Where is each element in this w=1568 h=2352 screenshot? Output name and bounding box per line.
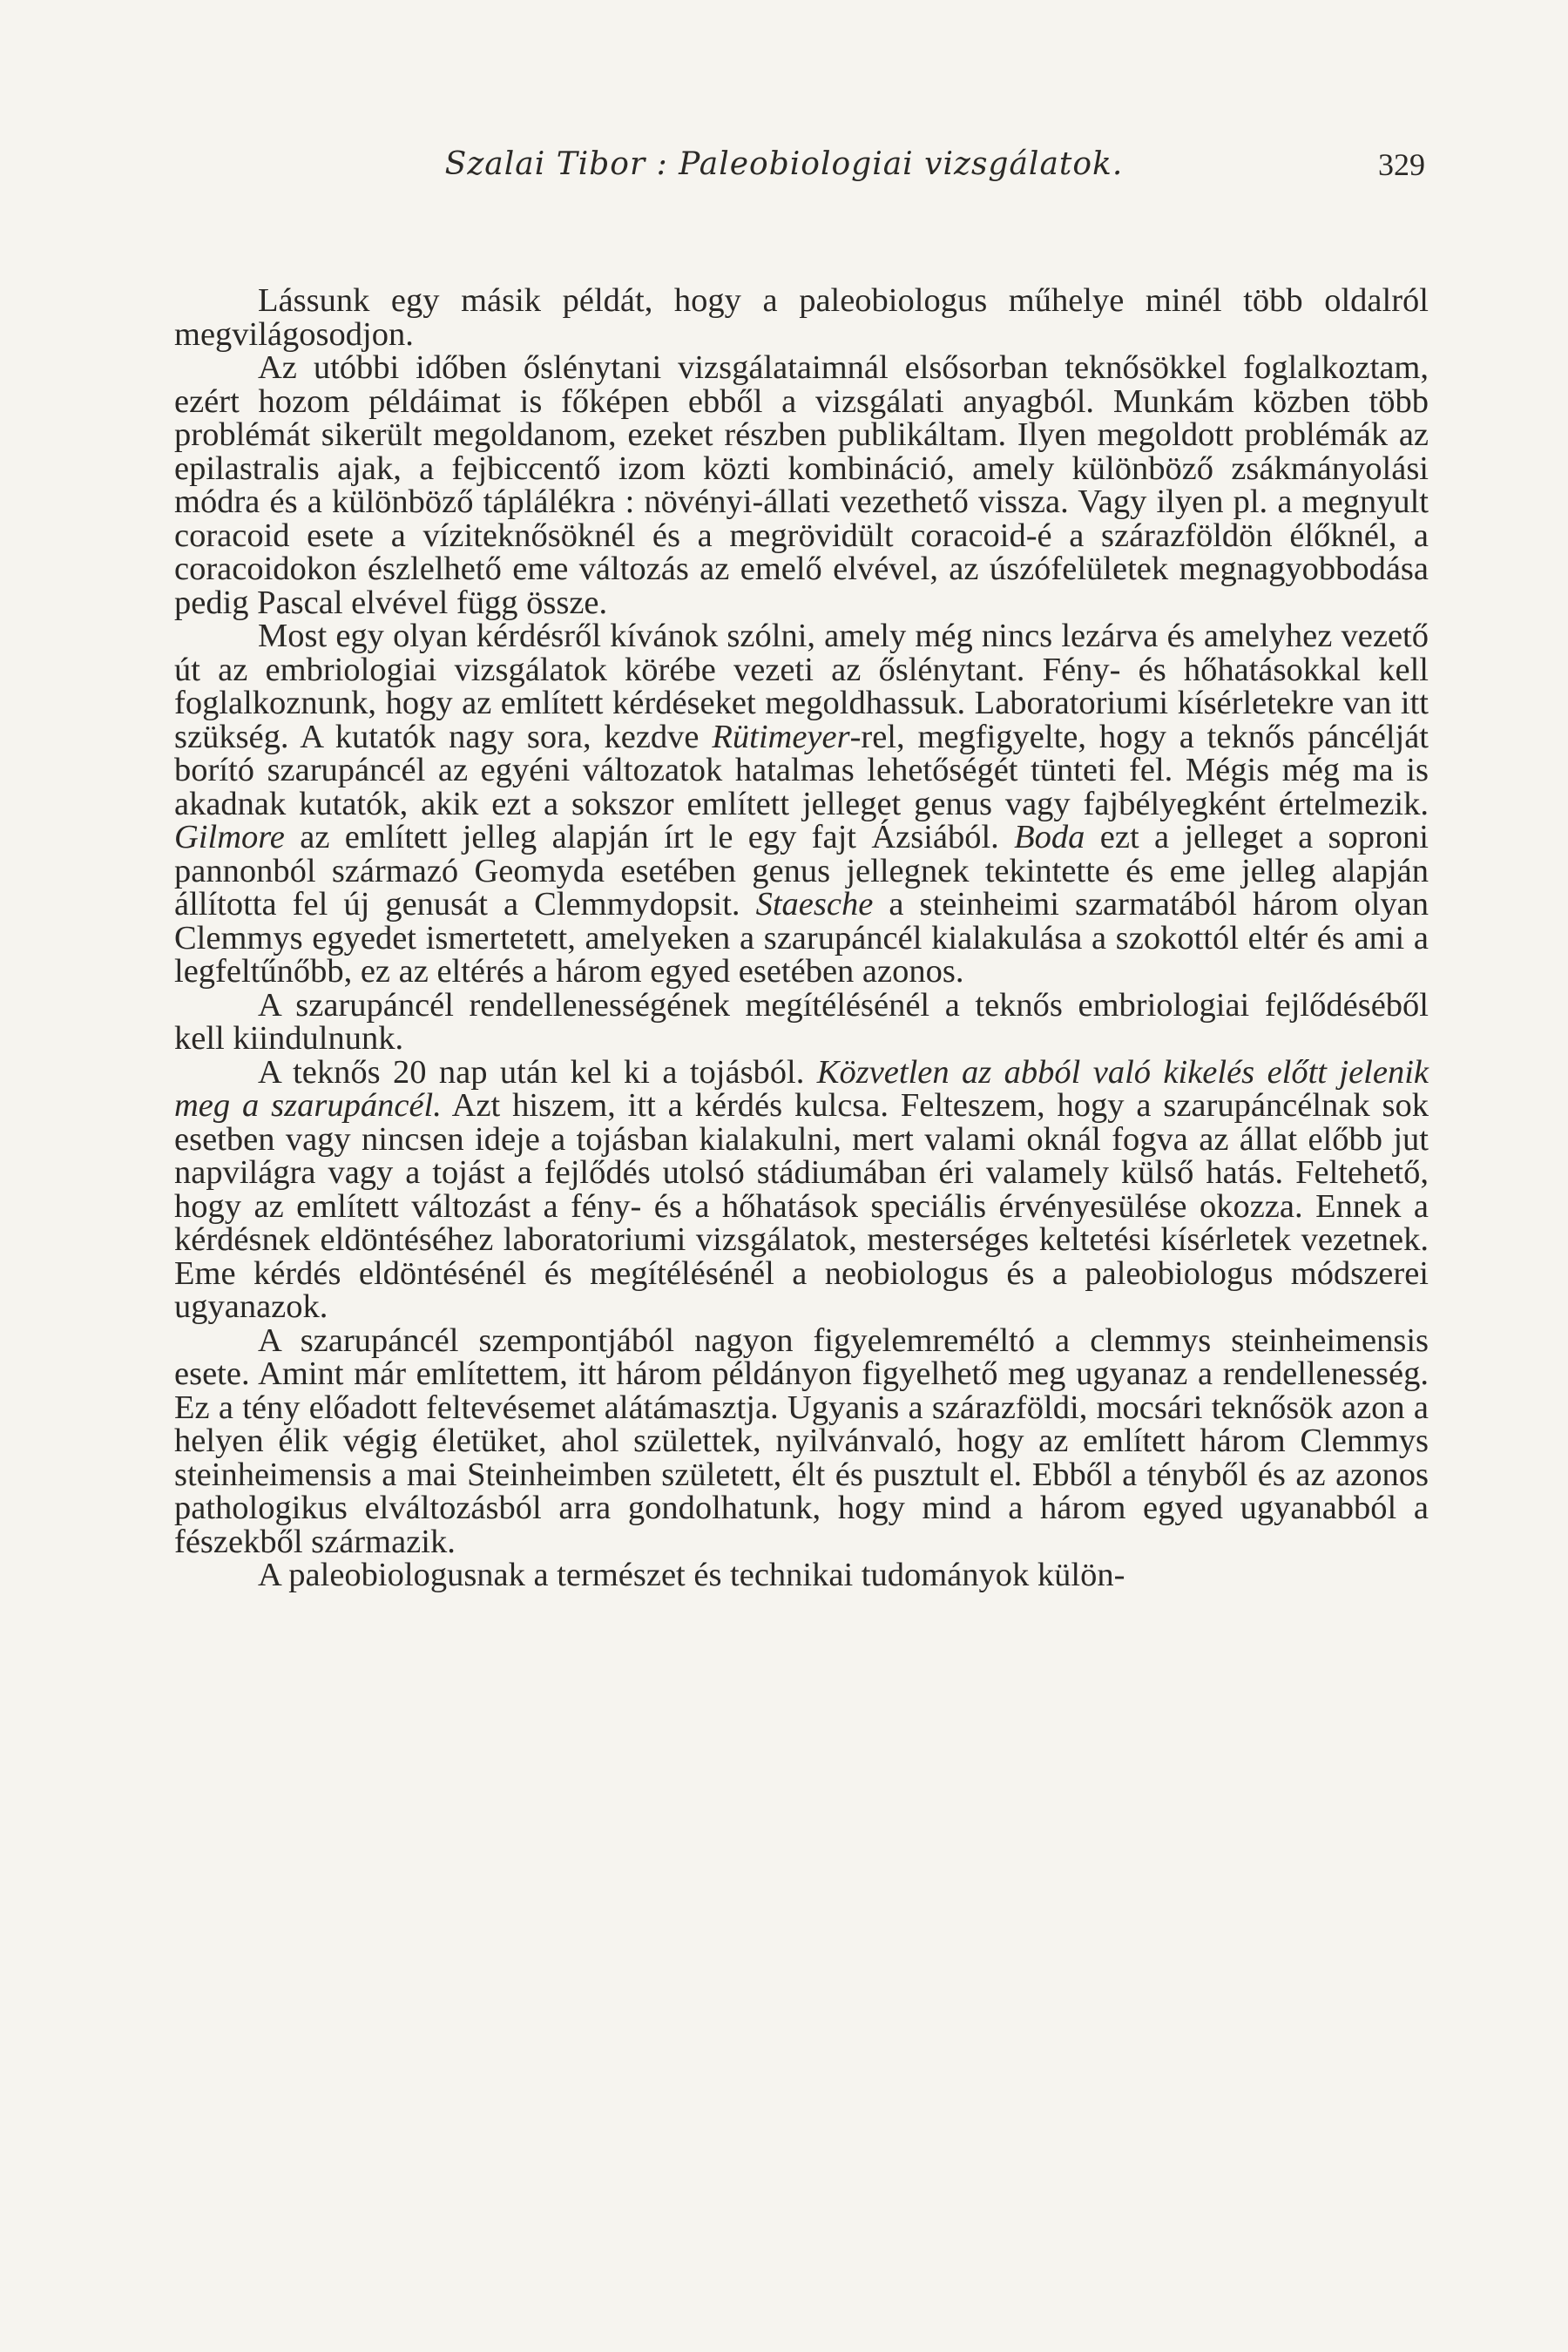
text-run: Az utóbbi időben őslénytani vizsgálataimnál elsősorban teknősökkel foglalkoztam, ezért hozom példáimat is főképen ebből a vizsgálati anyagból. Munkám közben több problémát sikerült megoldanom, ezeket részben publikáltam. Ilyen megoldott problémák az epilastralis ajak, a fejbiccentő izom közti kombináció, amely különböző zsákmányolási módra és a különböző táplálékra : növényi-állati vezethető vissza. Vagy ilyen pl. a megnyult coracoid esete a víziteknősöknél és a megrövidült coracoid-é a szárazföldön élőknél, a coracoidokon észlelhető eme változás az emelő elvével, az úszófelületek megnagyobbodása pedig Pascal elvével függ össze.: [174, 349, 1429, 621]
running-head: [0, 146, 1568, 199]
paragraph-1: [174, 284, 1429, 351]
text-run: -rel, megfigyelte, hogy a teknős páncélját borító szarupáncél az egyéni változatok hatalmas lehetőségét tünteti fel. Mégis még ma is akadnak kutatók, akik ezt a sokszor említett jelleget genus vagy fajbélyegként értelmezik.: [174, 718, 1429, 822]
paragraph-7: [174, 1558, 1429, 1592]
italic-author: Rütimeyer: [712, 718, 850, 755]
text-run: Azt hiszem, itt a kérdés kulcsa. Felteszem, hogy a szarupáncélnak sok esetben vagy nincsen ideje a tojásban kialakulni, mert valami oknál fogva az állat előbb jut napvilágra vagy a tojást a fejlődés utolsó stádiumában éri valamely külső hatás. Feltehető, hogy az említett változást a fény- és a hőhatások speciális érvényesülése okozza. Ennek a kérdésnek eldöntéséhez laboratoriumi vizsgálatok, mesterséges keltetési kísérletek vezetnek. Eme kérdés eldöntésénél és megítélésénél a neobiologus és a paleobiologus módszerei ugyanazok.: [174, 1087, 1429, 1325]
italic-author: Boda: [1014, 819, 1085, 855]
paragraph-3: [174, 619, 1429, 989]
paragraph-5: [174, 1053, 1429, 1325]
page-number: 329: [1378, 147, 1425, 182]
italic-author: Gilmore: [174, 819, 285, 855]
text-run: A szarupáncél rendellenességének megítélésénél a teknős embriologiai fejlődéséből kell kiindulnunk.: [174, 986, 1429, 1057]
paragraph-6: [174, 1321, 1429, 1560]
italic-emphasis: Közvetlen az abból való kikelés előtt jelenik meg a szarupáncél.: [174, 1053, 1429, 1124]
text-run: a steinheimi szarmatából három olyan Clemmys egyedet ismertetett, amelyeken a szarupáncél kialakulása a szokottól eltér és ami a legfeltűnőbb, ez az eltérés a három egyed esetében azonos.: [174, 886, 1429, 990]
text-run: A paleobiologusnak a természet és technikai tudományok külön-: [258, 1557, 1125, 1593]
text-run: A teknős 20 nap után kel ki a tojásból.: [258, 1053, 817, 1091]
text-run: A szarupáncél szempontjából nagyon figyelemreméltó a clemmys steinheimensis esete. Amint már említettem, itt három példányon figyelhető meg ugyanaz a rendellenesség. Ez a tény előadott feltevésemet alátámasztja. Ugyanis a szárazföldi, mocsári teknősök azon a helyen élik végig életüket, ahol születtek, nyilvánvaló, hogy az említett három Clemmys steinheimensis a mai Steinheimben született, élt és pusztult el. Ebből a tényből és az azonos pathologikus elváltozásból arra gondolhatunk, hogy mind a három egyed ugyanabból a fészekből származik.: [174, 1321, 1429, 1560]
running-title: Szalai Tibor : Paleobiologiai vizsgálatok.: [444, 146, 1124, 182]
paragraph-2: [174, 351, 1429, 619]
text-run: Most egy olyan kérdésről kívánok szólni, amely még nincs lezárva és amelyhez vezető út az embriologiai vizsgálatok körébe vezeti az őslénytant. Fény- és hőhatásokkal kell foglalkoznunk, hogy az említett kérdéseket megoldhassuk. Laboratoriumi kísérletekre van itt szükség. A kutatók nagy sora, kezdve: [174, 618, 1429, 755]
italic-author: Staesche: [755, 886, 874, 923]
body-text: [174, 284, 1429, 1592]
text-run: az említett jelleg alapján írt le egy fajt Ázsiából.: [284, 819, 1015, 855]
text-run: ezt a jelleget a soproni pannonból származó Geomyda esetében genus jellegnek tekintette és eme jelleg alapján állította fel új genusát a Clemmydopsit.: [174, 819, 1429, 923]
paragraph-4: [174, 986, 1429, 1057]
text-run: Lássunk egy másik példát, hogy a paleobiologus műhelye minél több oldalról megvilágosodjon.: [174, 282, 1429, 353]
